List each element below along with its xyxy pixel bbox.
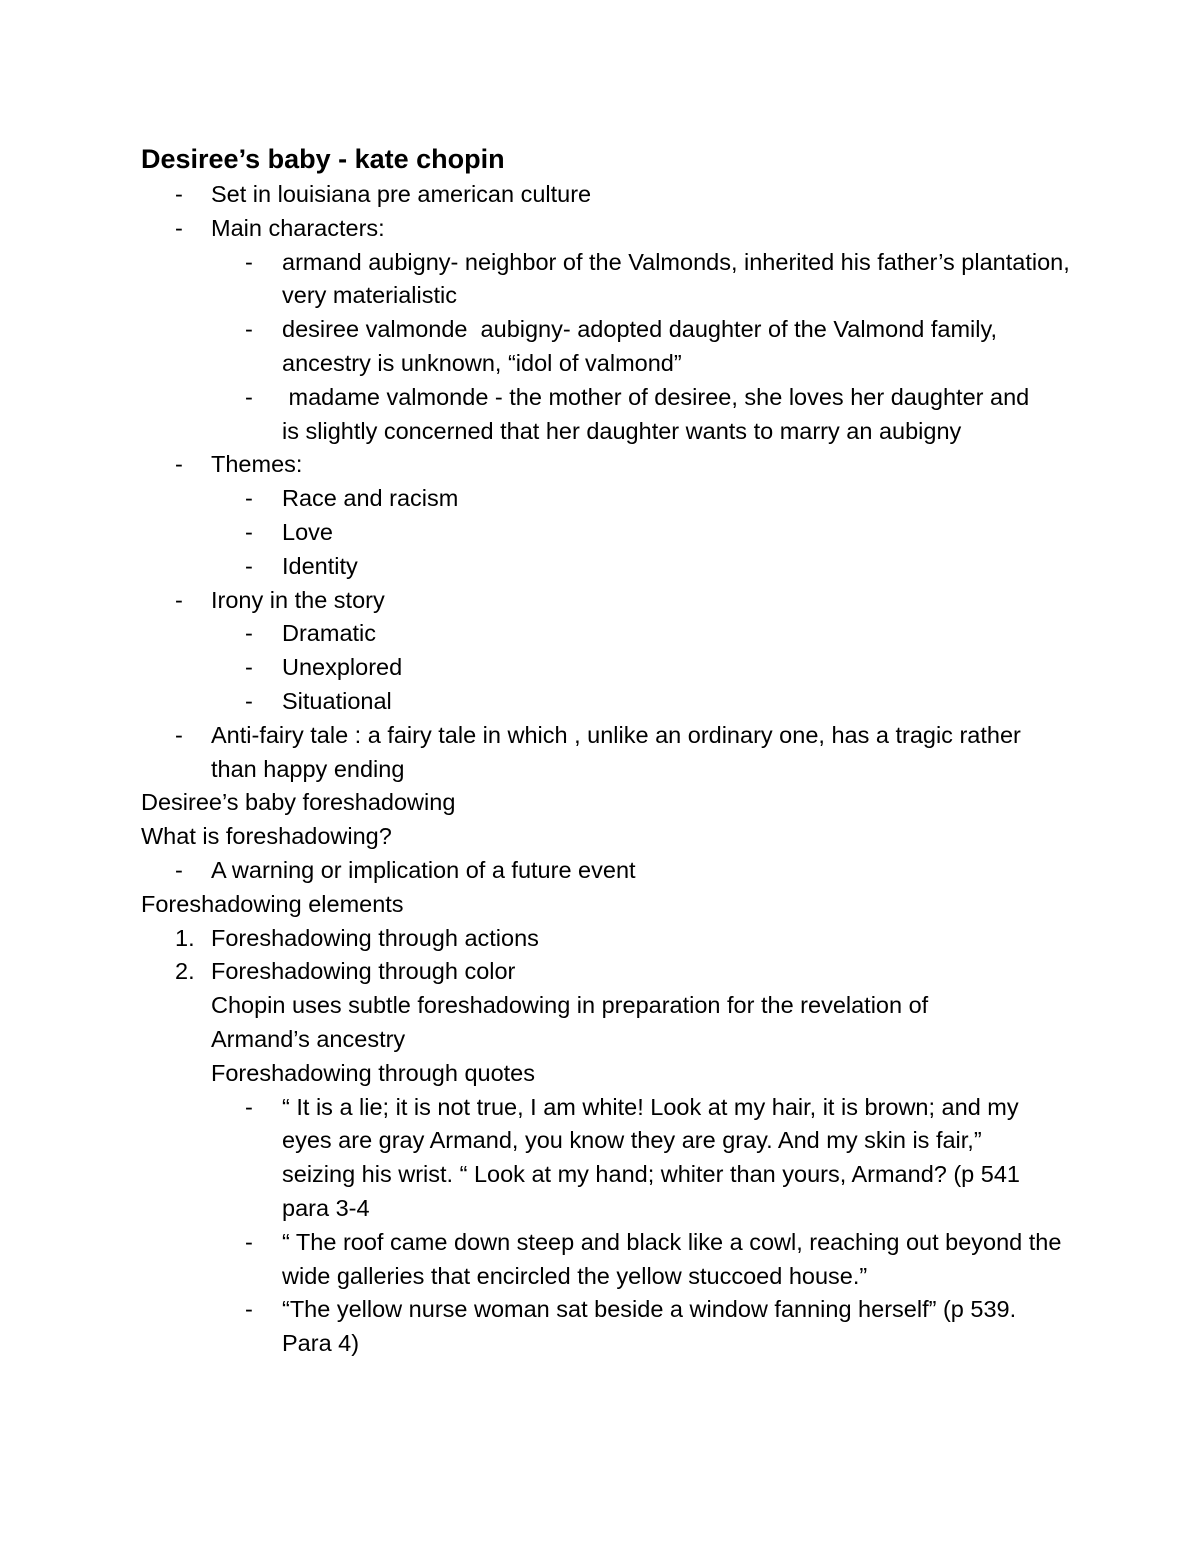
foreshadowing-question: What is foreshadowing? bbox=[141, 823, 392, 850]
bullet-dash: - bbox=[175, 586, 183, 613]
list-item bbox=[141, 584, 1101, 618]
bullet-dash: - bbox=[175, 451, 183, 478]
note-text: Chopin uses subtle foreshadowing in preparation for the revelation of Armand’s ancestry bbox=[211, 992, 929, 1052]
bullet-dash: - bbox=[245, 316, 253, 343]
main-characters-label: Main characters: bbox=[211, 214, 385, 241]
list-item bbox=[141, 1091, 1101, 1226]
bullet-dash: - bbox=[245, 485, 253, 512]
character-desiree: desiree valmonde aubigny- adopted daughter of the Valmond family, ancestry is unknown, “idol of valmond” bbox=[282, 316, 1004, 376]
quote-text: “ It is a lie; it is not true, I am white! Look at my hair, it is brown; and my eyes are gray Armand, you know they are gray. And my skin is fair,” seizing his wrist. “ Look at my hand; whiter than yours, Armand? (p 541 para 3-4 bbox=[282, 1093, 1020, 1221]
document-body bbox=[141, 140, 1101, 1361]
list-number: 1. bbox=[175, 924, 195, 951]
bullet-dash: - bbox=[245, 687, 253, 714]
foreshadowing-heading: Desiree’s baby foreshadowing bbox=[141, 789, 456, 816]
list-item bbox=[141, 854, 1101, 888]
paragraph-note bbox=[141, 1057, 1101, 1091]
list-item bbox=[141, 381, 1101, 449]
list-item bbox=[141, 448, 1101, 482]
bullet-dash: - bbox=[245, 1296, 253, 1323]
bullet-dash: - bbox=[245, 654, 253, 681]
numbered-item bbox=[141, 922, 1101, 956]
list-item bbox=[141, 1226, 1101, 1294]
list-item bbox=[141, 617, 1101, 651]
numbered-item bbox=[141, 955, 1101, 989]
list-item bbox=[141, 482, 1101, 516]
character-madame: madame valmonde - the mother of desiree, she loves her daughter and is slightly concerned that her daughter wants to marry an aubigny bbox=[282, 383, 1036, 444]
bullet-dash: - bbox=[245, 248, 253, 275]
list-item bbox=[141, 212, 1101, 246]
theme-item: Identity bbox=[282, 552, 358, 579]
theme-item: Love bbox=[282, 518, 333, 545]
bullet-dash: - bbox=[245, 518, 253, 545]
list-item bbox=[141, 1293, 1101, 1361]
bullet-dash: - bbox=[245, 552, 253, 579]
list-item bbox=[141, 516, 1101, 550]
anti-fairy-text: Anti-fairy tale : a fairy tale in which , unlike an ordinary one, has a tragic rather than happy ending bbox=[211, 721, 1021, 782]
irony-item: Unexplored bbox=[282, 654, 403, 681]
bullet-dash: - bbox=[175, 214, 183, 241]
list-item bbox=[141, 651, 1101, 685]
quote-text: “ The roof came down steep and black like a cowl, reaching out beyond the wide galleries that encircled the yellow stuccoed house.” bbox=[282, 1228, 1062, 1289]
list-item bbox=[141, 550, 1101, 584]
irony-item: Dramatic bbox=[282, 620, 377, 647]
character-armand: armand aubigny- neighbor of the Valmonds, inherited his father’s plantation, very materialistic bbox=[282, 248, 1070, 309]
bullet-dash: - bbox=[245, 1228, 253, 1255]
list-item bbox=[141, 719, 1101, 787]
note-text: Foreshadowing through quotes bbox=[211, 1059, 535, 1086]
list-number: 2. bbox=[175, 958, 195, 985]
list-item bbox=[141, 313, 1101, 381]
theme-item: Race and racism bbox=[282, 485, 459, 512]
bullet-dash: - bbox=[175, 856, 183, 883]
irony-label: Irony in the story bbox=[211, 586, 385, 613]
paragraph-note bbox=[141, 989, 1101, 1057]
list-item bbox=[141, 178, 1101, 212]
bullet-dash: - bbox=[245, 1093, 253, 1120]
setting-text: Set in louisiana pre american culture bbox=[211, 181, 592, 207]
foreshadowing-definition: A warning or implication of a future event bbox=[211, 856, 636, 883]
element-text: Foreshadowing through actions bbox=[211, 924, 539, 951]
foreshadowing-elements-label: Foreshadowing elements bbox=[141, 890, 404, 917]
list-item bbox=[141, 246, 1101, 314]
element-text: Foreshadowing through color bbox=[211, 958, 516, 985]
document-title: Desiree’s baby - kate chopin bbox=[141, 144, 505, 174]
irony-item: Situational bbox=[282, 687, 392, 714]
list-item bbox=[141, 685, 1101, 719]
bullet-dash: - bbox=[245, 383, 253, 410]
bullet-dash: - bbox=[245, 620, 253, 647]
bullet-dash: - bbox=[175, 181, 183, 207]
quote-text: “The yellow nurse woman sat beside a window fanning herself” (p 539. Para 4) bbox=[282, 1296, 1017, 1357]
bullet-dash: - bbox=[175, 721, 183, 748]
themes-label: Themes: bbox=[211, 451, 303, 478]
